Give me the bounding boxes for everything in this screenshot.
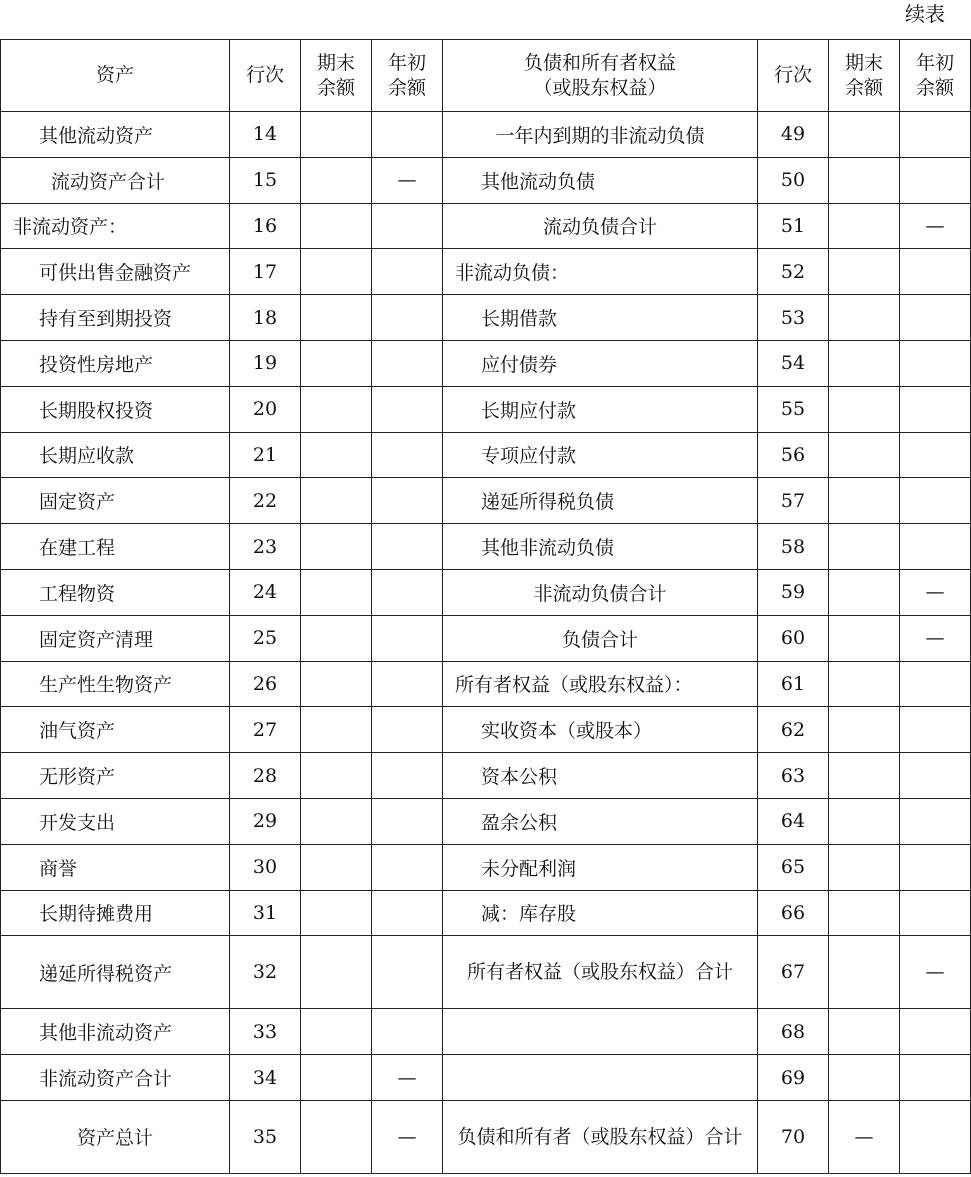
liability-name: 负债和所有者（或股东权益）合计 (443, 1100, 758, 1173)
asset-name: 开发支出 (1, 798, 230, 844)
liability-begin-balance (900, 798, 971, 844)
asset-row-no: 22 (230, 478, 301, 524)
asset-row-no: 34 (230, 1055, 301, 1101)
liability-begin-balance (900, 1009, 971, 1055)
liability-begin-balance: — (900, 203, 971, 249)
asset-begin-balance: — (372, 1100, 443, 1173)
liability-name: 长期借款 (443, 295, 758, 341)
asset-row-no: 29 (230, 798, 301, 844)
header-liab-title-line2: （或股东权益） (533, 76, 667, 99)
asset-begin-balance (372, 615, 443, 661)
liability-name: 流动负债合计 (443, 203, 758, 249)
header-begin-balance (372, 40, 443, 112)
liability-end-balance (829, 478, 900, 524)
table-row (1, 524, 971, 570)
table-row (1, 753, 971, 799)
asset-begin-balance (372, 569, 443, 615)
liability-end-balance (829, 890, 900, 936)
asset-row-no: 19 (230, 340, 301, 386)
liability-end-balance (829, 798, 900, 844)
liability-row-no: 62 (758, 707, 829, 753)
liability-name: 专项应付款 (443, 432, 758, 478)
asset-row-no: 24 (230, 569, 301, 615)
liability-end-balance (829, 386, 900, 432)
asset-row-no: 15 (230, 157, 301, 203)
table-row (1, 890, 971, 936)
asset-begin-balance (372, 798, 443, 844)
asset-name: 在建工程 (1, 524, 230, 570)
asset-name: 商誉 (1, 844, 230, 890)
asset-begin-balance (372, 890, 443, 936)
asset-name: 油气资产 (1, 707, 230, 753)
asset-name: 无形资产 (1, 753, 230, 799)
asset-row-no: 33 (230, 1009, 301, 1055)
liability-row-no: 64 (758, 798, 829, 844)
header-assets: 资产 (1, 40, 230, 112)
asset-name: 生产性生物资产 (1, 661, 230, 707)
asset-name: 其他非流动资产 (1, 1009, 230, 1055)
asset-row-no: 17 (230, 249, 301, 295)
asset-name: 固定资产 (1, 478, 230, 524)
liability-begin-balance (900, 112, 971, 158)
liability-name: 所有者权益（或股东权益）合计 (443, 936, 758, 1009)
asset-end-balance (301, 249, 372, 295)
asset-row-no: 28 (230, 753, 301, 799)
liability-name: 一年内到期的非流动负债 (443, 112, 758, 158)
liability-begin-balance (900, 295, 971, 341)
header-begin-balance-2 (900, 40, 971, 112)
liability-row-no: 68 (758, 1009, 829, 1055)
liability-row-no: 65 (758, 844, 829, 890)
asset-row-no: 25 (230, 615, 301, 661)
table-row (1, 936, 971, 1009)
liability-row-no: 58 (758, 524, 829, 570)
liability-begin-balance (900, 1055, 971, 1101)
liability-begin-balance (900, 157, 971, 203)
asset-name: 固定资产清理 (1, 615, 230, 661)
asset-begin-balance (372, 478, 443, 524)
asset-end-balance (301, 1100, 372, 1173)
liability-end-balance (829, 295, 900, 341)
asset-begin-balance (372, 524, 443, 570)
liability-end-balance (829, 157, 900, 203)
asset-end-balance (301, 1055, 372, 1101)
liability-begin-balance (900, 661, 971, 707)
asset-begin-balance: — (372, 157, 443, 203)
liability-name (443, 1009, 758, 1055)
asset-end-balance (301, 615, 372, 661)
liability-row-no: 49 (758, 112, 829, 158)
asset-end-balance (301, 478, 372, 524)
asset-begin-balance (372, 295, 443, 341)
asset-row-no: 23 (230, 524, 301, 570)
header-liab-title-line1: 负债和所有者权益 (523, 51, 676, 74)
asset-begin-balance: — (372, 1055, 443, 1101)
asset-begin-balance (372, 1009, 443, 1055)
liability-end-balance (829, 707, 900, 753)
liability-row-no: 54 (758, 340, 829, 386)
liability-begin-balance (900, 524, 971, 570)
asset-name: 工程物资 (1, 569, 230, 615)
table-row (1, 295, 971, 341)
liability-end-balance (829, 432, 900, 478)
asset-begin-balance (372, 661, 443, 707)
liability-end-balance (829, 936, 900, 1009)
asset-begin-balance (372, 112, 443, 158)
asset-end-balance (301, 844, 372, 890)
asset-row-no: 30 (230, 844, 301, 890)
table-row (1, 386, 971, 432)
liability-name: 非流动负债合计 (443, 569, 758, 615)
liability-row-no: 69 (758, 1055, 829, 1101)
asset-end-balance (301, 340, 372, 386)
asset-row-no: 20 (230, 386, 301, 432)
liability-end-balance (829, 1009, 900, 1055)
asset-row-no: 18 (230, 295, 301, 341)
header-row-no: 行次 (230, 40, 301, 112)
liability-row-no: 56 (758, 432, 829, 478)
asset-begin-balance (372, 386, 443, 432)
liability-end-balance (829, 112, 900, 158)
liability-end-balance: — (829, 1100, 900, 1173)
asset-end-balance (301, 157, 372, 203)
header-end-balance-line2: 余额 (316, 76, 355, 99)
liability-name: 资本公积 (443, 753, 758, 799)
liability-name: 长期应付款 (443, 386, 758, 432)
asset-end-balance (301, 890, 372, 936)
liability-begin-balance (900, 340, 971, 386)
liability-name: 未分配利润 (443, 844, 758, 890)
table-header-row (1, 40, 971, 112)
header-begin-balance2-line2: 余额 (915, 76, 954, 99)
liability-row-no: 52 (758, 249, 829, 295)
liability-name: 负债合计 (443, 615, 758, 661)
asset-row-no: 26 (230, 661, 301, 707)
asset-end-balance (301, 569, 372, 615)
asset-name: 非流动资产： (1, 203, 230, 249)
liability-begin-balance (900, 386, 971, 432)
balance-sheet-table (0, 39, 971, 1174)
table-row (1, 798, 971, 844)
liability-row-no: 70 (758, 1100, 829, 1173)
liability-name: 盈余公积 (443, 798, 758, 844)
asset-begin-balance (372, 432, 443, 478)
header-end-balance2-line1: 期末 (844, 51, 883, 74)
asset-begin-balance (372, 707, 443, 753)
header-end-balance-line1: 期末 (316, 51, 355, 74)
liability-row-no: 57 (758, 478, 829, 524)
table-row (1, 615, 971, 661)
asset-row-no: 35 (230, 1100, 301, 1173)
liability-name: 非流动负债： (443, 249, 758, 295)
asset-begin-balance (372, 340, 443, 386)
liability-row-no: 60 (758, 615, 829, 661)
liability-row-no: 50 (758, 157, 829, 203)
asset-end-balance (301, 432, 372, 478)
header-row-no-2: 行次 (758, 40, 829, 112)
asset-name: 长期股权投资 (1, 386, 230, 432)
header-begin-balance-line2: 余额 (387, 76, 426, 99)
asset-name: 可供出售金融资产 (1, 249, 230, 295)
table-row (1, 1055, 971, 1101)
liability-row-no: 51 (758, 203, 829, 249)
liability-end-balance (829, 249, 900, 295)
table-row (1, 157, 971, 203)
liability-row-no: 61 (758, 661, 829, 707)
table-row (1, 661, 971, 707)
asset-row-no: 16 (230, 203, 301, 249)
asset-row-no: 14 (230, 112, 301, 158)
liability-begin-balance: — (900, 936, 971, 1009)
table-row (1, 432, 971, 478)
header-liabilities-equity (443, 40, 758, 112)
liability-end-balance (829, 661, 900, 707)
asset-begin-balance (372, 249, 443, 295)
liability-end-balance (829, 203, 900, 249)
asset-name: 长期待摊费用 (1, 890, 230, 936)
asset-name: 其他流动资产 (1, 112, 230, 158)
table-row (1, 249, 971, 295)
asset-end-balance (301, 524, 372, 570)
liability-end-balance (829, 524, 900, 570)
liability-begin-balance (900, 707, 971, 753)
asset-name: 资产总计 (1, 1100, 230, 1173)
liability-end-balance (829, 340, 900, 386)
liability-name: 其他非流动负债 (443, 524, 758, 570)
asset-name: 流动资产合计 (1, 157, 230, 203)
header-end-balance (301, 40, 372, 112)
header-end-balance2-line2: 余额 (844, 76, 883, 99)
asset-row-no: 27 (230, 707, 301, 753)
table-row (1, 1100, 971, 1173)
liability-name: 应付债券 (443, 340, 758, 386)
liability-begin-balance (900, 844, 971, 890)
asset-begin-balance (372, 753, 443, 799)
liability-row-no: 55 (758, 386, 829, 432)
liability-row-no: 67 (758, 936, 829, 1009)
liability-end-balance (829, 569, 900, 615)
asset-end-balance (301, 707, 372, 753)
header-end-balance-2 (829, 40, 900, 112)
liability-name: 递延所得税负债 (443, 478, 758, 524)
asset-end-balance (301, 798, 372, 844)
table-row (1, 340, 971, 386)
asset-name: 递延所得税资产 (1, 936, 230, 1009)
asset-row-no: 32 (230, 936, 301, 1009)
asset-end-balance (301, 386, 372, 432)
asset-name: 投资性房地产 (1, 340, 230, 386)
table-row (1, 478, 971, 524)
liability-row-no: 63 (758, 753, 829, 799)
asset-begin-balance (372, 936, 443, 1009)
table-row (1, 844, 971, 890)
asset-name: 非流动资产合计 (1, 1055, 230, 1101)
liability-end-balance (829, 615, 900, 661)
liability-name: 减：库存股 (443, 890, 758, 936)
liability-name: 实收资本（或股本） (443, 707, 758, 753)
table-row (1, 203, 971, 249)
asset-row-no: 31 (230, 890, 301, 936)
liability-end-balance (829, 753, 900, 799)
liability-row-no: 59 (758, 569, 829, 615)
header-begin-balance-line1: 年初 (387, 51, 426, 74)
asset-row-no: 21 (230, 432, 301, 478)
asset-begin-balance (372, 844, 443, 890)
asset-end-balance (301, 936, 372, 1009)
asset-name: 持有至到期投资 (1, 295, 230, 341)
liability-name (443, 1055, 758, 1101)
liability-begin-balance (900, 432, 971, 478)
table-row (1, 569, 971, 615)
header-begin-balance2-line1: 年初 (915, 51, 954, 74)
liability-row-no: 66 (758, 890, 829, 936)
liability-name: 所有者权益（或股东权益）： (443, 661, 758, 707)
table-row (1, 112, 971, 158)
liability-end-balance (829, 844, 900, 890)
asset-end-balance (301, 753, 372, 799)
asset-end-balance (301, 661, 372, 707)
table-row (1, 707, 971, 753)
liability-begin-balance (900, 753, 971, 799)
liability-end-balance (829, 1055, 900, 1101)
liability-row-no: 53 (758, 295, 829, 341)
asset-begin-balance (372, 203, 443, 249)
asset-name: 长期应收款 (1, 432, 230, 478)
asset-end-balance (301, 295, 372, 341)
liability-begin-balance (900, 249, 971, 295)
liability-begin-balance: — (900, 569, 971, 615)
continued-label: 续表 (905, 2, 945, 26)
asset-end-balance (301, 203, 372, 249)
liability-name: 其他流动负债 (443, 157, 758, 203)
asset-end-balance (301, 112, 372, 158)
asset-end-balance (301, 1009, 372, 1055)
liability-begin-balance (900, 478, 971, 524)
liability-begin-balance: — (900, 615, 971, 661)
liability-begin-balance (900, 890, 971, 936)
liability-begin-balance (900, 1100, 971, 1173)
table-row (1, 1009, 971, 1055)
